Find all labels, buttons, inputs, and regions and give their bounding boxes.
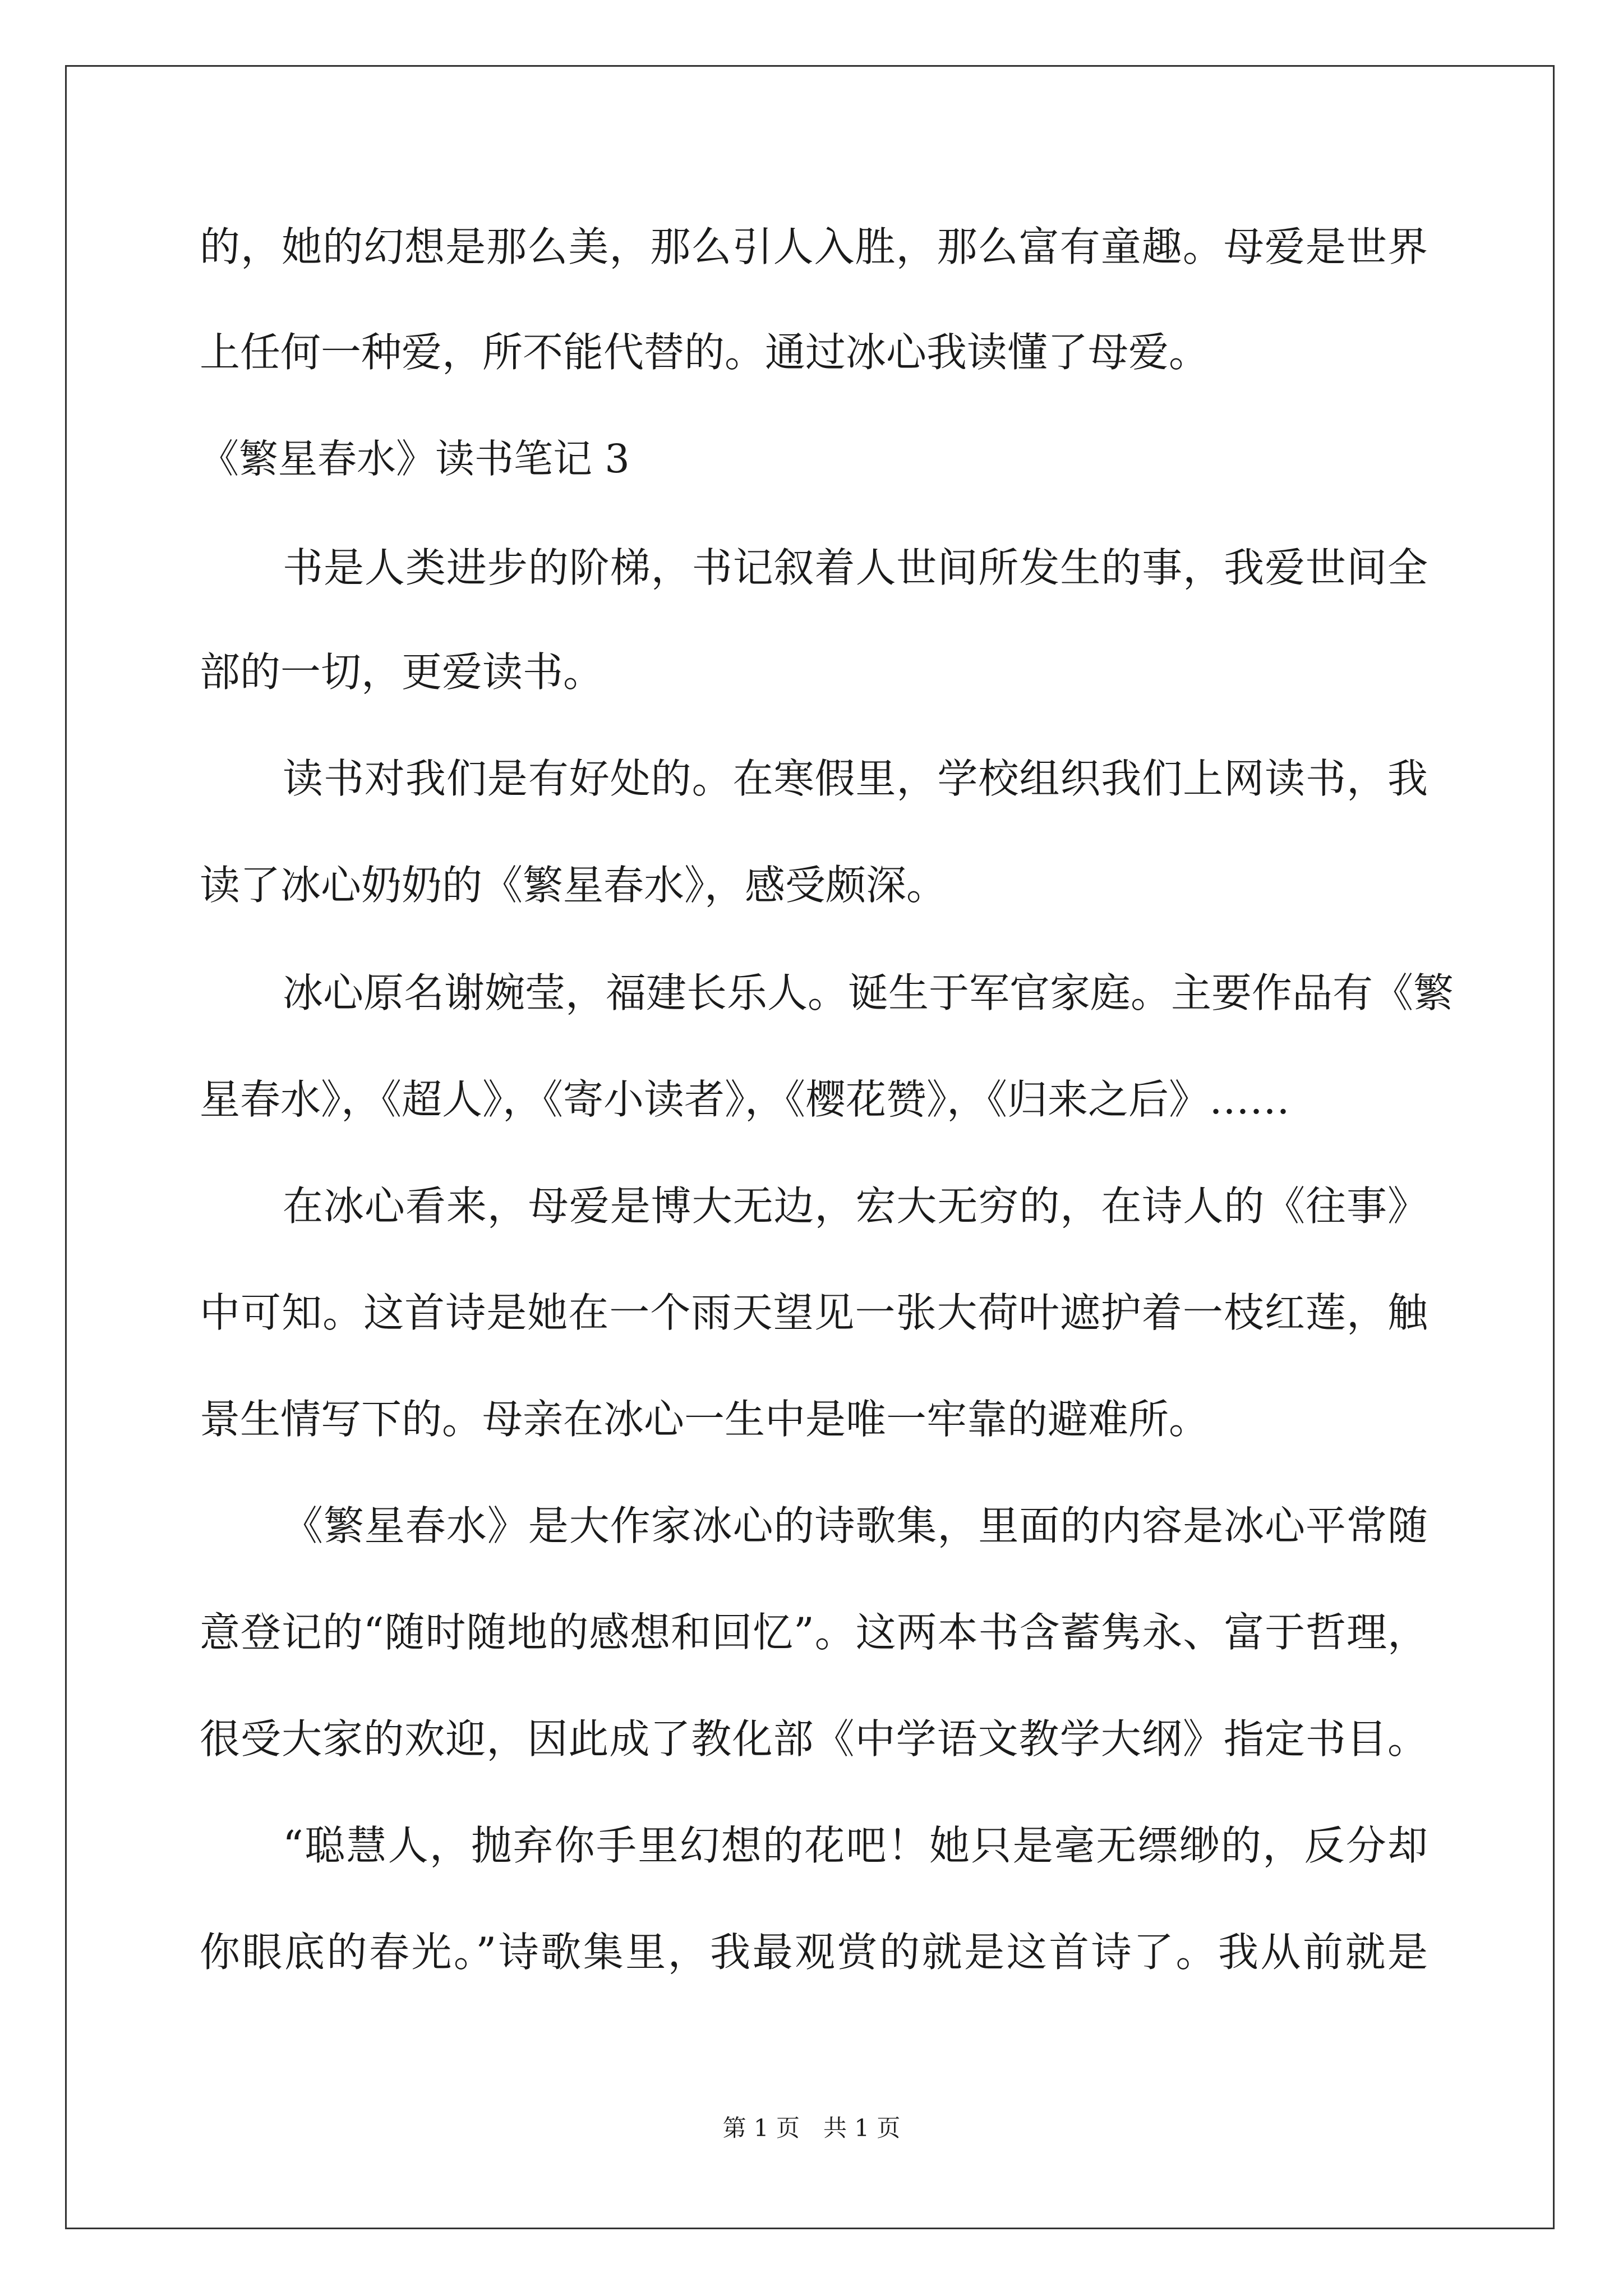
text-line: 星春水》，《超人》，《寄小读者》，《樱花赞》，《归来之后》…… bbox=[200, 1076, 1290, 1123]
text-line: 你眼底的春光。”诗歌集里，我最观赏的就是这首诗了。我从前就是 bbox=[200, 1929, 1428, 1976]
text-line: 上任何一种爱，所不能代替的。通过冰心我读懂了母爱。 bbox=[200, 329, 1210, 376]
text-line: 中可知。这首诗是她在一个雨天望见一张大荷叶遮护着一枝红莲，触 bbox=[200, 1289, 1428, 1336]
text-line: 很受大家的欢迎，因此成了教化部《中学语文教学大纲》指定书目。 bbox=[200, 1715, 1428, 1763]
text-line: 意登记的“随时随地的感想和回忆”。这两本书含蓄隽永、富于哲理， bbox=[200, 1609, 1428, 1656]
text-line: 部的一切，更爱读书。 bbox=[200, 648, 604, 696]
page-number-footer: 第 1 页 共 1 页 bbox=[722, 2114, 901, 2142]
text-line: 书是人类进步的阶梯，书记叙着人世间所发生的事，我爱世间全 bbox=[283, 544, 1428, 591]
text-line: 的，她的幻想是那么美，那么引人入胜，那么富有童趣。母爱是世界 bbox=[200, 223, 1428, 270]
text-line: 在冰心看来，母爱是博大无边，宏大无穷的，在诗人的《往事》 bbox=[283, 1182, 1428, 1230]
text-line: 《繁星春水》是大作家冰心的诗歌集，里面的内容是冰心平常随 bbox=[283, 1502, 1428, 1549]
text-line: 景生情写下的。母亲在冰心一生中是唯一牢靠的避难所。 bbox=[200, 1396, 1210, 1443]
section-heading: 《繁星春水》读书笔记 3 bbox=[200, 436, 630, 482]
text-line: 读书对我们是有好处的。在寒假里，学校组织我们上网读书，我 bbox=[283, 755, 1428, 802]
text-line: 冰心原名谢婉莹，福建长乐人。诞生于军官家庭。主要作品有《繁 bbox=[283, 969, 1454, 1016]
text-line: 读了冰心奶奶的《繁星春水》，感受颇深。 bbox=[200, 862, 947, 909]
page-border bbox=[65, 65, 1555, 2229]
text-line: “聪慧人，抛弃你手里幻想的花吧！她只是毫无缥缈的，反分却 bbox=[283, 1822, 1428, 1869]
